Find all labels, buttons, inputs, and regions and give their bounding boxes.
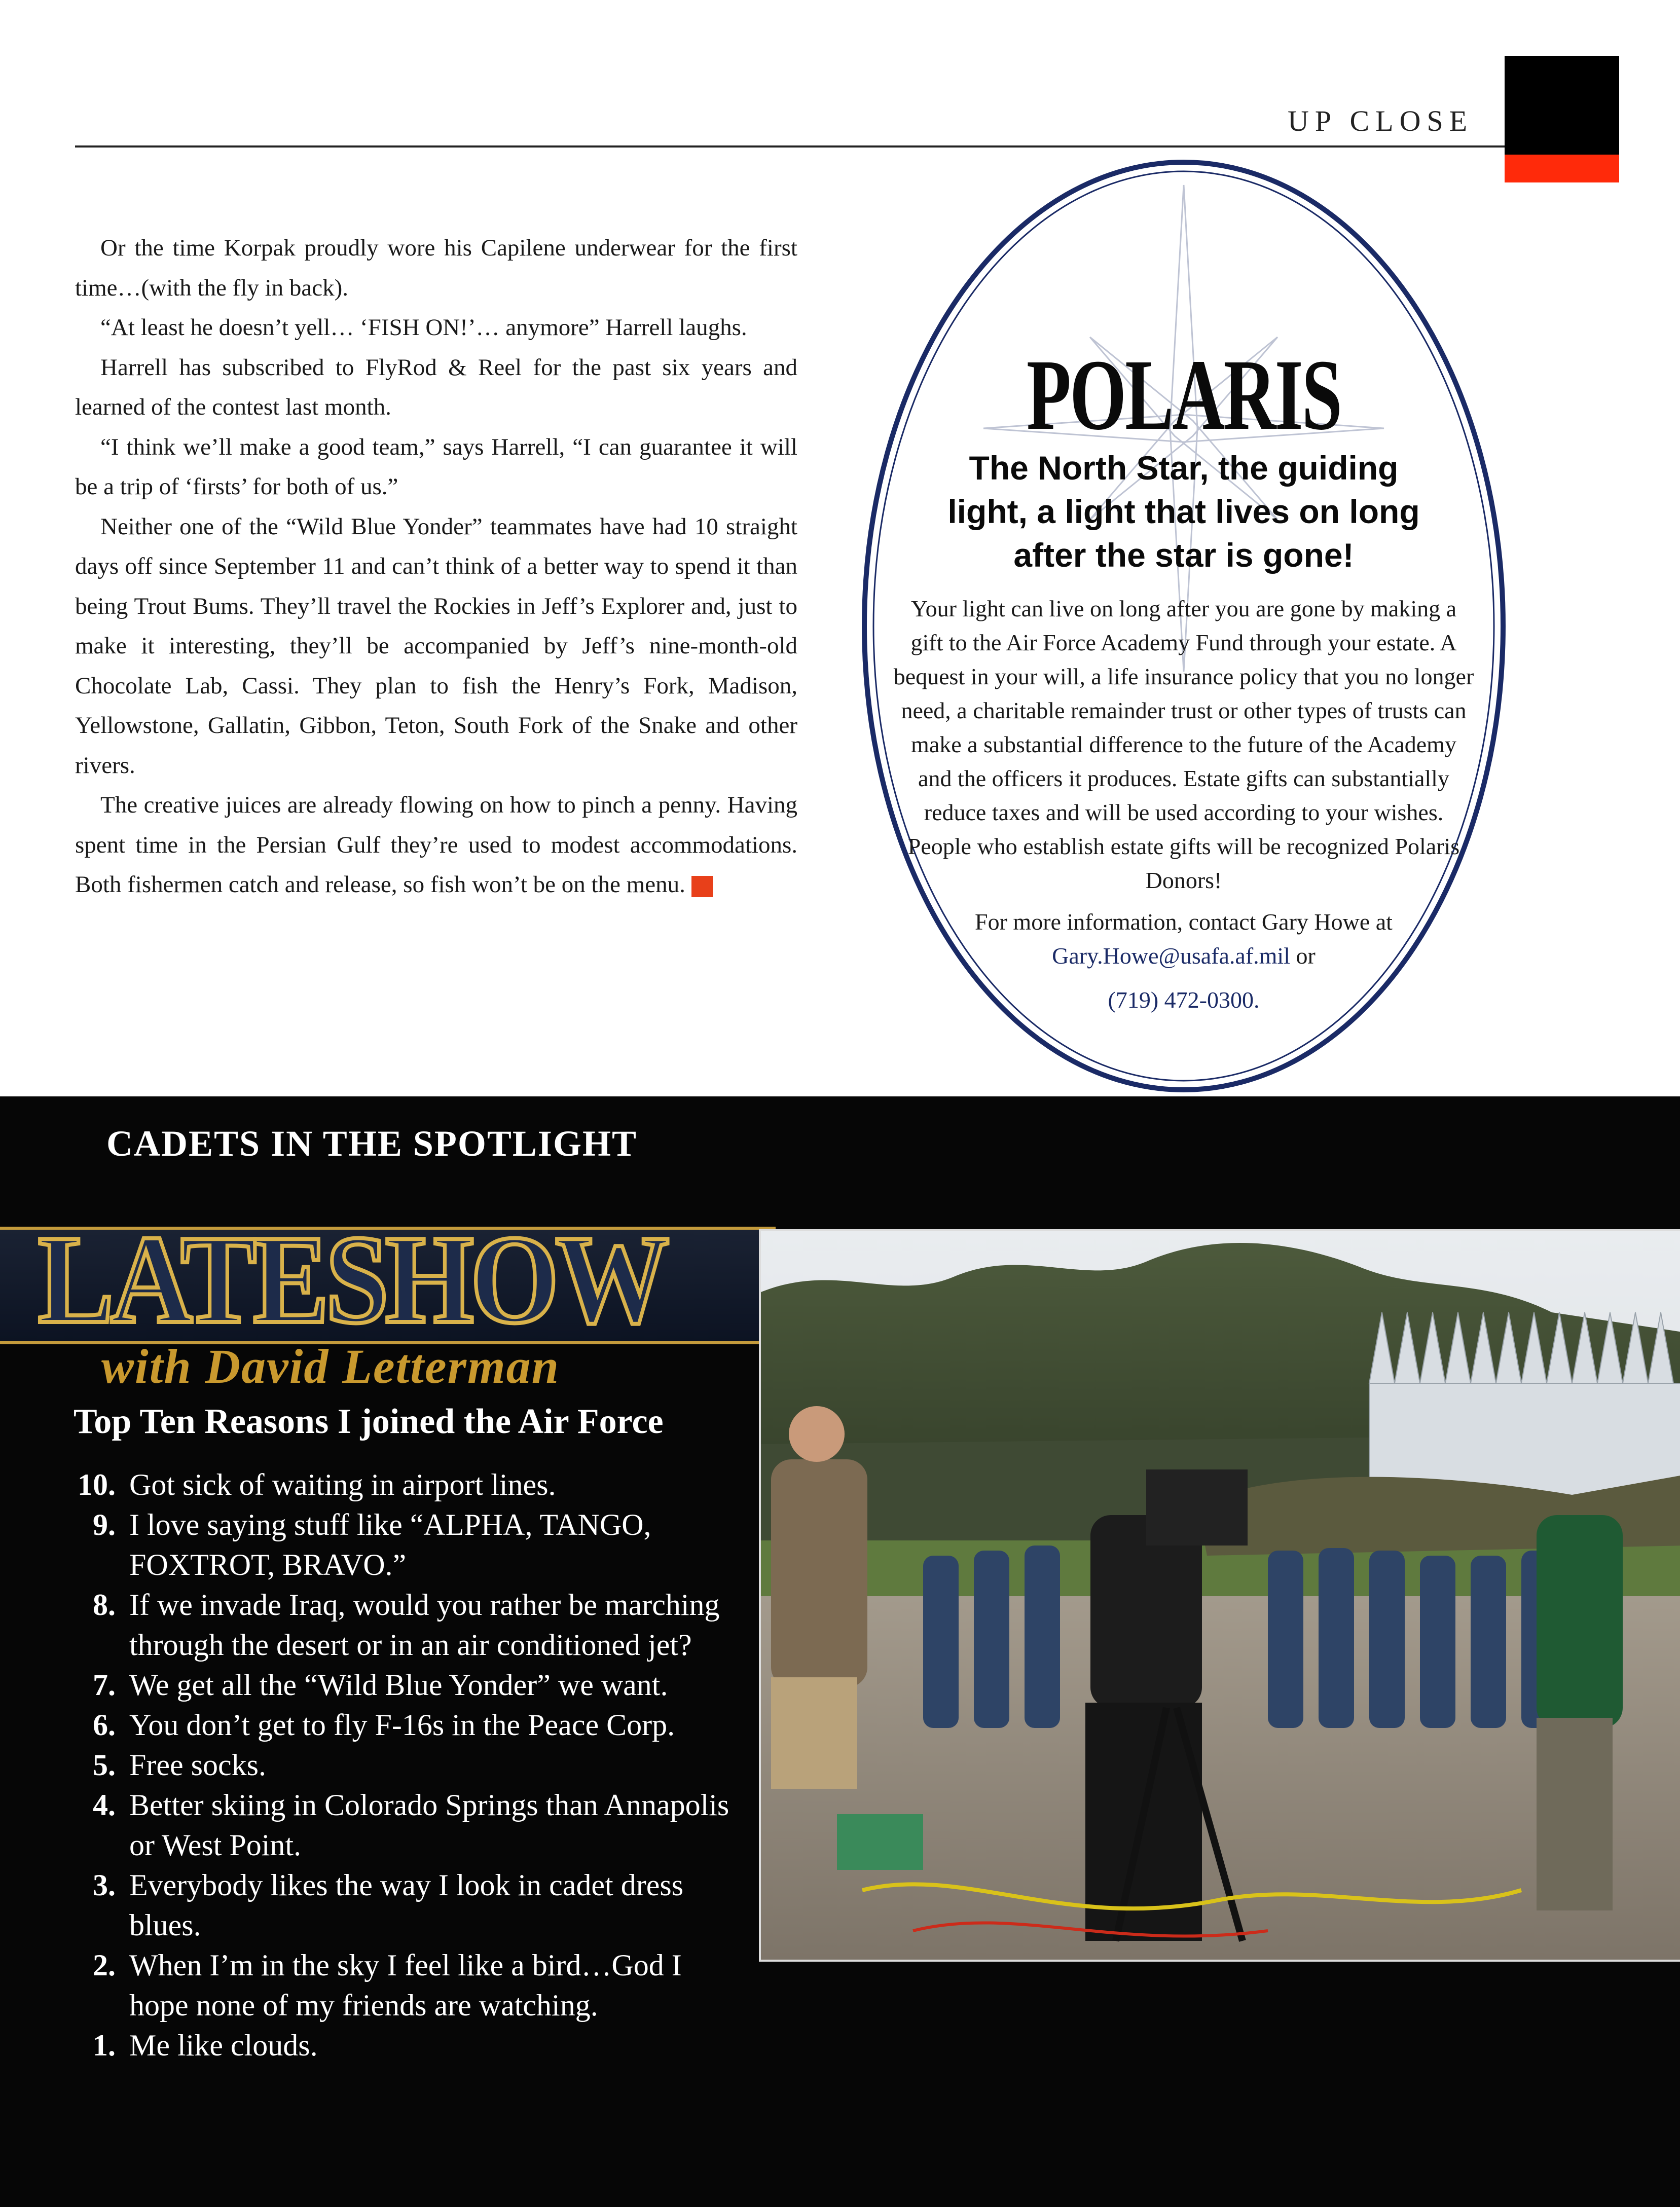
list-item (61, 1465, 735, 1505)
list-item (61, 1505, 735, 1585)
list-item-number: 5. (93, 1748, 116, 1782)
end-mark-icon: ✓ (691, 876, 713, 897)
article-body (75, 228, 797, 905)
article-paragraph: Harrell has subscribed to FlyRod & Reel for the past six years and learned of the contest last month. (75, 354, 797, 420)
list-item-number: 3. (93, 1868, 116, 1902)
lateshow-logo-word: LATESHOW (38, 1209, 666, 1350)
event-photo (759, 1229, 1680, 1962)
list-item-number: 10. (78, 1468, 116, 1501)
list-item (61, 1745, 735, 1785)
list-item (61, 1665, 735, 1705)
list-item (61, 1865, 735, 1945)
polaris-ad (857, 155, 1511, 1097)
top-ten-title: Top Ten Reasons I joined the Air Force (74, 1402, 664, 1441)
list-item (61, 2026, 735, 2066)
polaris-contact (933, 905, 1435, 1017)
contact-line (933, 939, 1435, 973)
list-item (61, 1945, 735, 2026)
list-item-number: 7. (93, 1668, 116, 1702)
contact-email-link[interactable]: Gary.Howe@usafa.af.mil (1052, 943, 1290, 969)
list-item-number: 8. (93, 1588, 116, 1622)
list-item-number: 6. (93, 1708, 116, 1742)
list-item-text: If we invade Iraq, would you rather be marching through the desert or in an air conditioned jet? (129, 1588, 720, 1662)
list-item-text: You don’t get to fly F-16s in the Peace Corp. (129, 1708, 675, 1742)
article-paragraph: Or the time Korpak proudly wore his Capilene underwear for the first time…(with the fly in back). (75, 235, 797, 301)
list-item-text: We get all the “Wild Blue Yonder” we want. (129, 1668, 668, 1702)
spotlight-heading: CADETS IN THE SPOTLIGHT (106, 1123, 637, 1164)
list-item-text: Better skiing in Colorado Springs than Annapolis or West Point. (129, 1788, 729, 1862)
polaris-title: POLARIS (1027, 339, 1341, 451)
article-paragraph-last (75, 785, 797, 905)
list-item-number: 9. (93, 1508, 116, 1541)
list-item-text: Free socks. (129, 1748, 266, 1782)
contact-text: For more information, contact Gary Howe at (975, 909, 1393, 935)
list-item-text: Everybody likes the way I look in cadet dress blues. (129, 1868, 684, 1942)
corner-block-black (1505, 56, 1619, 155)
polaris-tagline: The North Star, the guiding light, a light that lives on long after the star is gone! (947, 449, 1420, 574)
list-item-number: 4. (93, 1788, 116, 1822)
contact-phone: (719) 472-0300. (1108, 987, 1260, 1013)
article-paragraph: “I think we’ll make a good team,” says Harrell, “I can guarantee it will be a trip of ‘firsts’ for both of us.” (75, 433, 797, 500)
list-item (61, 1585, 735, 1665)
top-ten-list (61, 1465, 735, 2066)
header-rule (75, 145, 1505, 148)
article-paragraph: Neither one of the “Wild Blue Yonder” teammates have had 10 straight days off since September 11 and can’t think of a better way to spend it than being Trout Bums. They’ll travel the Rockies in Jeff’s Explorer and, just to make it interesting, they’ll be accompanied by Jeff’s nine-month-old Chocolate Lab, Cassi. They plan to fish the Henry’s Fork, Madison, Yellowstone, Gallatin, Gibbon, Teton, South Fork of the Snake and other rivers. (75, 513, 797, 779)
list-item-text: I love saying stuff like “ALPHA, TANGO, FOXTROT, BRAVO.” (129, 1508, 651, 1581)
article-paragraph-text: The creative juices are already flowing on how to pinch a penny. Having spent time in the Persian Gulf they’re used to modest accommodations. Both fishermen catch and release, so fish won’t be on the menu. (75, 792, 797, 898)
list-item-number: 2. (93, 1948, 116, 1982)
list-item-text: When I’m in the sky I feel like a bird…God I hope none of my friends are watching. (129, 1948, 682, 2022)
list-item (61, 1785, 735, 1865)
section-label: UP CLOSE (1288, 104, 1474, 137)
corner-block-red (1505, 155, 1619, 182)
contact-or: or (1296, 943, 1316, 969)
list-item-text: Got sick of waiting in airport lines. (129, 1468, 556, 1501)
list-item (61, 1705, 735, 1745)
list-item-number: 1. (93, 2029, 116, 2062)
photo-scene (761, 1231, 1680, 1960)
article-paragraph: “At least he doesn’t yell… ‘FISH ON!’… anymore” Harrell laughs. (100, 314, 747, 341)
polaris-body: Your light can live on long after you are gone by making a gift to the Air Force Academy Fund through your estate. A bequest in your will, a life insurance policy that you no longer need, a charitable remainder trust or other types of trusts can make a substantial difference to the future of the Academy and the officers it produces. Estate gifts can substantially reduce taxes and will be used according to your wishes. People who establish estate gifts will be recognized Polaris Donors! (893, 596, 1474, 893)
list-item-text: Me like clouds. (129, 2029, 318, 2062)
lateshow-logo-subtitle: with David Letterman (101, 1339, 560, 1393)
